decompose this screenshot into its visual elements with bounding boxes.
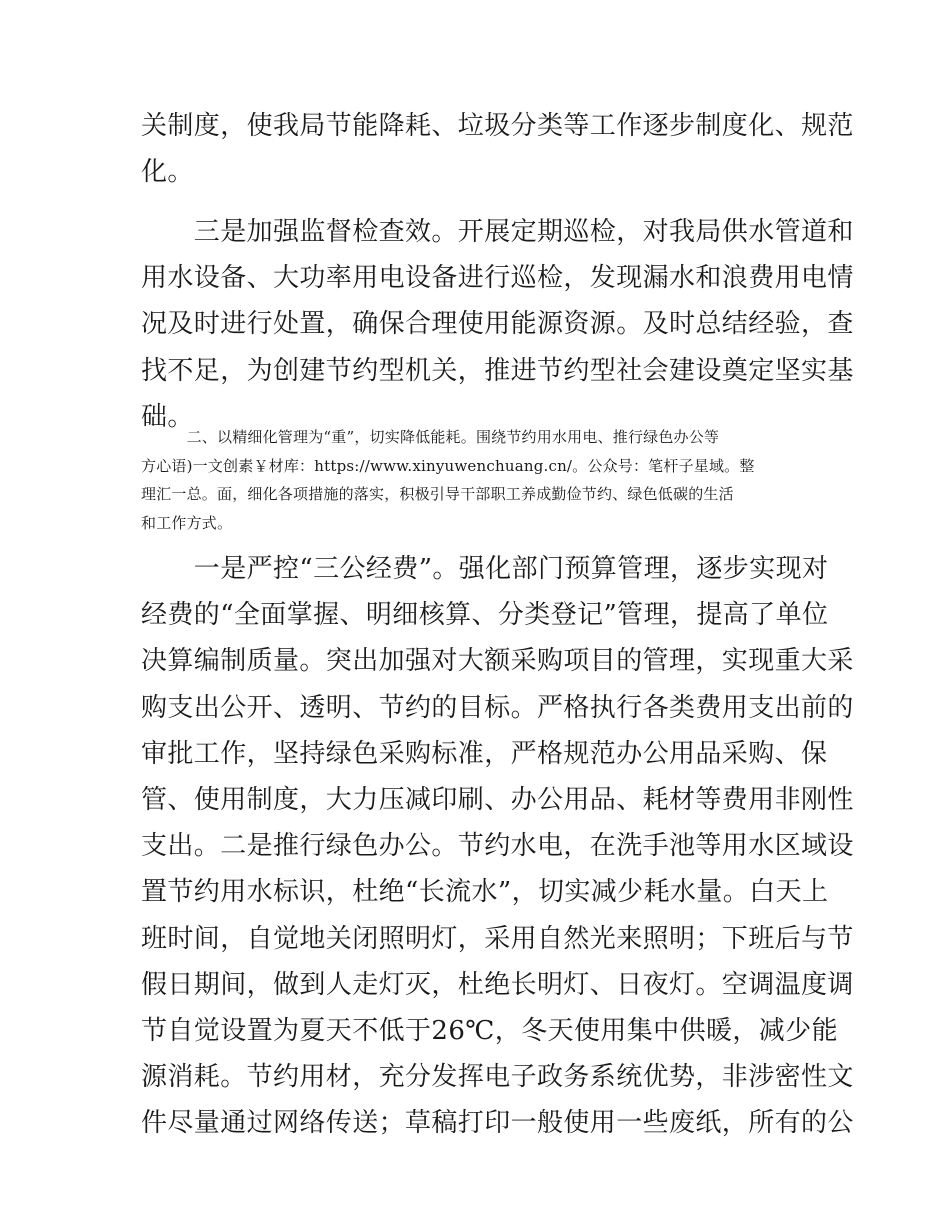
text-line: 决算编制质量。突出加强对大额采购项目的管理，实现重大采	[141, 646, 854, 677]
paragraph-supervision	[141, 209, 854, 440]
text-line: 一是严控“三公经费”。强化部门预算管理，逐步实现对	[141, 554, 829, 584]
text-line: 化。	[141, 157, 194, 188]
text-line: 置节约用水标识，杜绝“长流水”，切实减少耗水量。白天上	[141, 877, 829, 908]
text-line: 支出。二是推行绿色办公。节约水电，在洗手池等用水区域设	[141, 831, 854, 862]
text-line: 经费的“全面掌握、明细核算、分类登记”管理，提高了单位	[141, 600, 829, 631]
text-line: 方心语)一文创素￥材库：https://www.xinyuwenchuang.cn/。公众号：笔杆子星域。整	[141, 456, 755, 475]
text-line: 关制度，使我局节能降耗、垃圾分类等工作逐步制度化、规范	[141, 111, 854, 141]
text-line: 班时间，自觉地关闭照明灯，采用自然光来照明；下班后与节	[141, 923, 854, 954]
text-line: 管、使用制度，大力压减印刷、办公用品、耗材等费用非刚性	[141, 784, 854, 815]
text-line: 购支出公开、透明、节约的目标。严格执行各类费用支出前的	[141, 692, 854, 723]
paragraph-expenses	[141, 546, 854, 1146]
text-line: 理汇一总。面，细化各项措施的落实，积极引导干部职工养成勤俭节约、绿色低碳的生活	[141, 485, 734, 503]
paragraph-regulations	[141, 103, 854, 195]
text-line: 况及时进行处置，确保合理使用能源资源。及时总结经验，查	[141, 309, 854, 340]
text-line: 节自觉设置为夏天不低于26℃，冬天使用集中供暖，减少能	[141, 1015, 838, 1046]
text-line: 和工作方式。	[141, 513, 233, 532]
text-line: 审批工作，坚持绿色采购标准，严格规范办公用品采购、保	[141, 738, 828, 769]
text-line: 础。	[141, 401, 194, 432]
text-line: 件尽量通过网络传送；草稿打印一般使用一些废纸，所有的公	[141, 1108, 854, 1139]
text-line: 源消耗。节约用材，充分发挥电子政务系统优势，非涉密性文	[141, 1062, 854, 1093]
text-line: 二、以精细化管理为“重”，切实降低能耗。围绕节约用水用电、推行绿色办公等	[141, 428, 720, 446]
text-line: 用水设备、大功率用电设备进行巡检，发现漏水和浪费用电情	[141, 263, 854, 294]
text-line: 找不足，为创建节约型机关，推进节约型社会建设奠定坚实基	[141, 355, 854, 386]
paragraph-section-two	[141, 423, 811, 537]
text-line: 三是加强监督检查效。开展定期巡检，对我局供水管道和	[141, 217, 854, 247]
text-line: 假日期间，做到人走灯灭，杜绝长明灯、日夜灯。空调温度调	[141, 969, 854, 1000]
